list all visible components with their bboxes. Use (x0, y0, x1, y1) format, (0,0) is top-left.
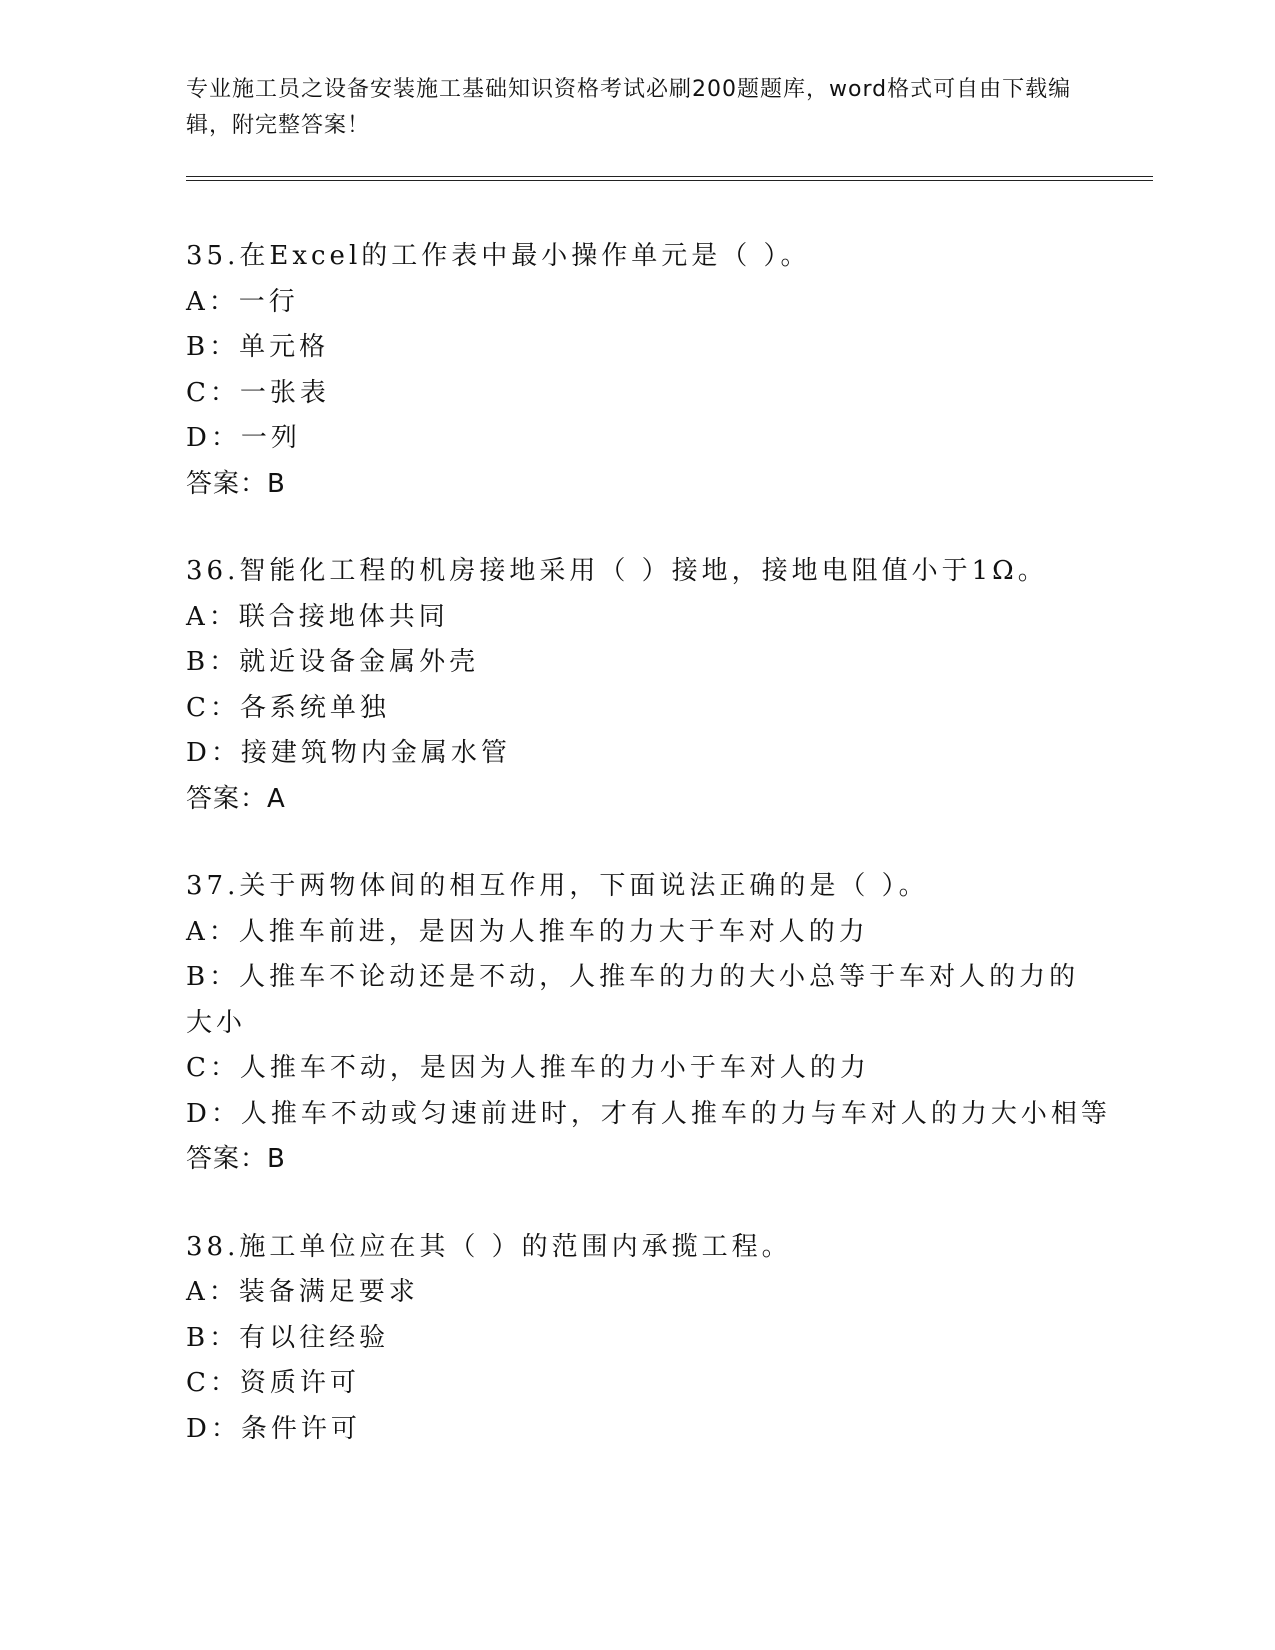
option-d: D：接建筑物内金属水管 (186, 738, 511, 768)
question-stem: 37.关于两物体间的相互作用，下面说法正确的是（ ）。 (186, 871, 929, 901)
question-stem: 38.施工单位应在其（ ）的范围内承揽工程。 (186, 1231, 792, 1262)
answer-key: 答案：B (186, 468, 286, 499)
option-d: D：人推车不动或匀速前进时，才有人推车的力与车对人的力大小相等 (186, 1098, 1111, 1129)
option-b: B：人推车不论动还是不动，人推车的力的大小总等于车对人的力的大小 (186, 962, 1080, 1038)
option-c: C：人推车不动，是因为人推车的力小于车对人的力 (186, 1053, 870, 1083)
option-a: A：一行 (186, 286, 299, 317)
option-c: C：资质许可 (186, 1368, 360, 1398)
question-list (186, 234, 1111, 1494)
option-c: C：各系统单独 (186, 692, 390, 723)
answer-key: 答案：B (186, 1144, 286, 1174)
option-d: D：条件许可 (186, 1413, 361, 1444)
question-37 (186, 864, 1111, 1183)
option-b: B：单元格 (186, 332, 330, 362)
option-c: C：一张表 (186, 377, 330, 408)
header-divider (186, 176, 1153, 181)
header-title: 专业施工员之设备安装施工基础知识资格考试必刷200题题库，word格式可自由下载编辑，附完整答案！ (186, 77, 1072, 138)
answer-key: 答案：A (186, 783, 286, 814)
option-b: B：有以往经验 (186, 1322, 390, 1353)
document-header (186, 72, 1086, 144)
option-a: A：联合接地体共同 (186, 601, 449, 632)
option-d: D：一列 (186, 423, 301, 453)
option-b: B：就近设备金属外壳 (186, 647, 480, 677)
question-38 (186, 1225, 1086, 1453)
question-stem: 35.在Excel的工作表中最小操作单元是（ ）。 (186, 241, 811, 271)
question-stem: 36.智能化工程的机房接地采用（ ）接地，接地电阻值小于1Ω。 (186, 556, 1048, 586)
question-36 (186, 549, 1086, 822)
question-35 (186, 234, 1086, 507)
option-a: A：装备满足要求 (186, 1277, 419, 1307)
option-a: A：人推车前进，是因为人推车的力大于车对人的力 (186, 916, 869, 947)
